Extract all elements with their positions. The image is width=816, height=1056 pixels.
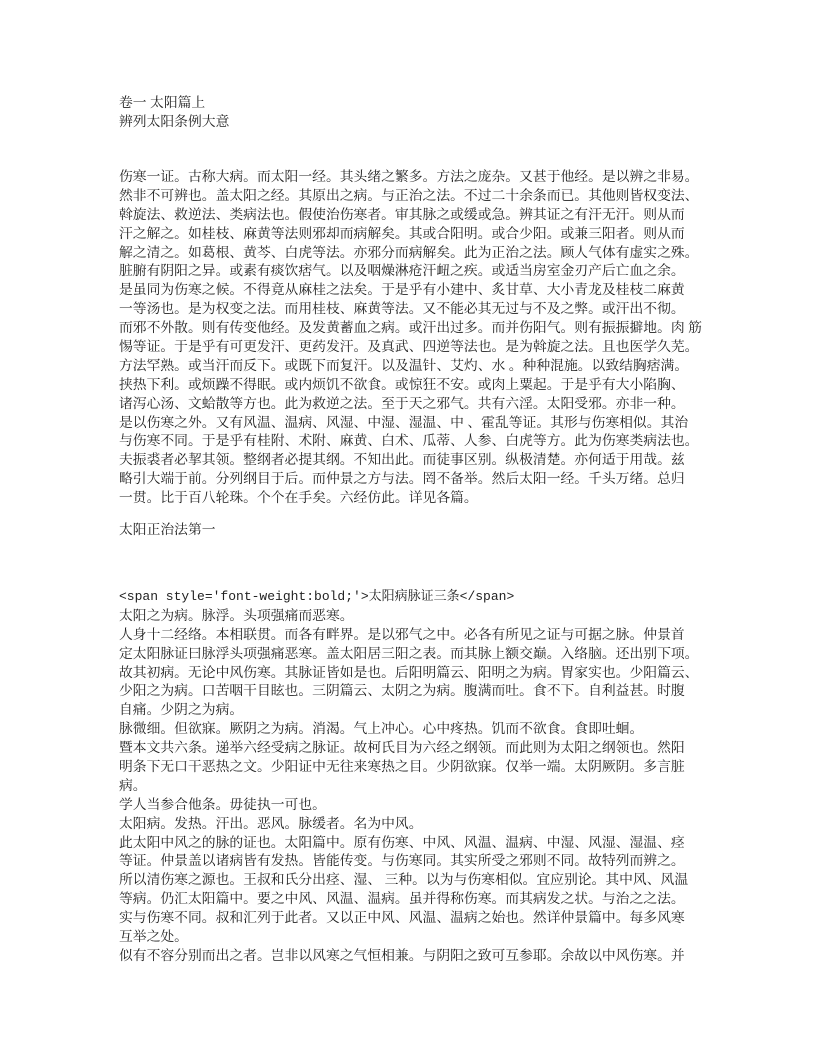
text-line: 汗之解之。如桂枝、麻黄等法则邪却而病解矣。其或合阳明。或合少阳。或兼三阳者。则从而 [119, 225, 685, 241]
text-line: 脉微细。但欲寐。厥阴之为病。消渴。气上冲心。心中疼热。饥而不欲食。食即吐蛔。 [119, 721, 644, 737]
volume-title: 卷一 太阳篇上 [119, 95, 206, 110]
text-line: 然非不可辨也。盖太阳之经。其原出之病。与正治之法。不过二十余条而已。其他则皆权变法、 [119, 187, 699, 203]
text-line: 一贯。比于百八轮珠。个个在手矣。六经仿此。详见各篇。 [119, 490, 478, 506]
raw-markup-line: <span style='font-weight:bold;'>太阳病脉证三条</span> [119, 589, 515, 604]
text-line: 夫振裘者必挈其领。整纲者必提其纲。不知出此。而徒事区别。纵极清楚。亦何适于用哉。兹 [119, 452, 685, 468]
document-header [119, 94, 719, 132]
text-line: 此太阳中风之的脉的证也。太阳篇中。原有伤寒、中风、风温、温病、中湿、风湿、湿温、痉 [119, 834, 685, 850]
text-line: 病。 [119, 777, 147, 793]
text-line: 是虽同为伤寒之候。不得竟从麻桂之法矣。于是乎有小建中、炙甘草、大小青龙及桂枝二麻黄 [119, 282, 685, 298]
text-line: 挟热下利。或烦躁不得眠。或内烦饥不欲食。或惊狂不安。或肉上粟起。于是乎有大小陷胸、 [119, 376, 685, 392]
text-line: 方法罕熟。或当汗而反下。或既下而复汗。以及温针、艾灼、水 。种种混施。以致结胸痞满。 [119, 357, 689, 373]
text-line: 与伤寒不同。于是乎有桂附、术附、麻黄、白术、瓜蒂、人参、白虎等方。此为伤寒类病法也。 [119, 433, 699, 449]
intro-paragraph [119, 168, 719, 508]
text-line: 学人当参合他条。毋徒执一可也。 [119, 796, 326, 812]
text-line: 伤寒一证。古称大病。而太阳一经。其头绪之繁多。方法之庞杂。又甚于他经。是以辨之非易。 [119, 169, 699, 184]
text-line: 等证。仲景盖以诸病皆有发热。皆能传变。与伤寒同。其实所受之邪则不同。故特列而辨之。 [119, 853, 685, 869]
text-line: 一等汤也。是为权变之法。而用桂枝、麻黄等法。又不能必其无过与不及之弊。或汗出不彻。 [119, 301, 685, 317]
text-line: 少阳之为病。口苦咽干目眩也。三阴篇云、太阴之为病。腹满而吐。食不下。自利益甚。时腹 [119, 683, 685, 699]
section-heading: 太阳正治法第一 [119, 522, 216, 537]
text-line: 而邪不外散。则有传变他经。及发黄蓄血之病。或汗出过多。而并伤阳气。则有振振擗地。肉 筋 [119, 320, 702, 336]
text-line: 所以清伤寒之源也。王叔和氏分出痉、湿、 三种。以为与伤寒相似。宜应别论。其中风、风温 [119, 872, 689, 888]
text-line: 太阳病。发热。汗出。恶风。脉缓者。名为中风。 [119, 815, 423, 831]
text-line: 互举之处。 [119, 929, 188, 945]
text-line: 略引大端于前。分列纲目于后。而仲景之方与法。罔不备举。然后太阳一经。千头万绪。总归 [119, 471, 685, 487]
text-line: 暨本文共六条。递举六经受病之脉证。故柯氏目为六经之纲领。而此则为太阳之纲领也。然阳 [119, 740, 685, 756]
text-line: 诸泻心汤、文蛤散等方也。此为救逆之法。至于天之邪气。共有六淫。太阳受邪。亦非一种。 [119, 395, 685, 411]
text-line: 故其初病。无论中风伤寒。其脉证皆如是也。后阳明篇云、阳明之为病。胃家实也。少阳篇云、 [119, 664, 699, 680]
text-line: 脏腑有阴阳之异。或素有痰饮痞气。以及咽燥淋疮汗衄之疾。或适当房室金刃产后亡血之余。 [119, 263, 685, 279]
text-line: 人身十二经络。本相联贯。而各有畔界。是以邪气之中。必各有所见之证与可据之脉。仲景首 [119, 626, 685, 642]
text-line: 太阳之为病。脉浮。头项强痛而恶寒。 [119, 607, 354, 623]
text-line: 斡旋法、救逆法、类病法也。假使治伤寒者。审其脉之或缓或急。辨其证之有汗无汗。则从而 [119, 206, 685, 222]
section-lines [119, 607, 719, 966]
text-line: 自痛。少阴之为病。 [119, 702, 244, 718]
text-line: 似有不容分别而出之者。岂非以风寒之气恒相兼。与阴阳之致可互参耶。余故以中风伤寒。并 [119, 947, 685, 963]
text-line: 解之清之。如葛根、黄芩、白虎等法。亦邪分而病解矣。此为正治之法。顾人气体有虚实之殊。 [119, 244, 699, 260]
text-line: 惕等证。于是乎有可更发汗、更药发汗。及真武、四逆等法也。是为斡旋之法。且也医学久芜。 [119, 339, 699, 355]
text-line: 定太阳脉证曰脉浮头项强痛恶寒。盖太阳居三阳之表。而其脉上额交巅。入络脑。还出别下项。 [119, 645, 699, 661]
text-line: 是以伤寒之外。又有风温、温病、风湿、中湿、湿温、中 、霍乱等证。其形与伤寒相似。其治 [119, 414, 689, 430]
chapter-subtitle: 辨列太阳条例大意 [119, 113, 230, 129]
text-line: 等病。仍汇太阳篇中。要之中风、风温、温病。虽并得称伤寒。而其病发之状。与治之之法。 [119, 891, 685, 907]
text-line: 明条下无口干恶热之文。少阳证中无往来寒热之目。少阴欲寐。仅举一端。太阴厥阴。多言脏 [119, 759, 685, 775]
section-heading-block [119, 521, 719, 540]
text-line: 实与伤寒不同。叔和汇列于此者。又以正中风、风温、温病之始也。然详仲景篇中。每多风寒 [119, 910, 685, 926]
section-body [119, 588, 719, 966]
